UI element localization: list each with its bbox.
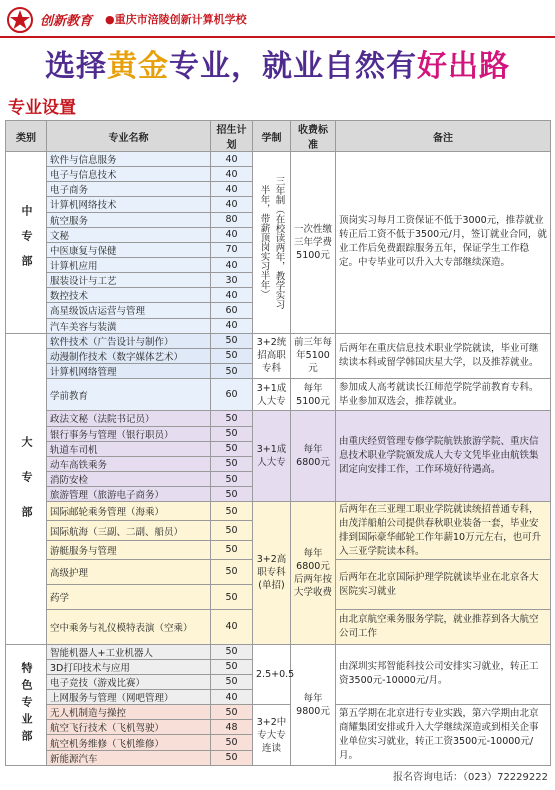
major-plan: 50 [211,333,253,348]
header [0,0,555,44]
note-cell: 后两年在三亚理工职业学院就读统招普通专科，由茂洋船舶公司提供春秋职业装备一套，毕业安排到国际豪华邮轮工作年薪10万元左右，也可升入三亚学院读本科。 [336,502,551,560]
duration-cell: 3+1成人大专 [253,411,291,502]
major-plan: 50 [211,559,253,584]
major-plan: 50 [211,644,253,659]
header-plan: 招生计划 [211,121,253,152]
major-plan: 50 [211,487,253,502]
major-plan: 50 [211,456,253,471]
table-row [6,411,551,426]
note-cell: 后两年在北京国际护理学院就读毕业在北京各大医院实习就业 [336,559,551,609]
duration-cell: 3+1成人大专 [253,379,291,411]
major-name: 动车高铁乘务 [47,456,211,471]
slogan [0,44,555,90]
major-plan: 40 [211,197,253,212]
major-name: 无人机制造与操控 [47,705,211,720]
fee-cell: 每年9800元 [291,644,336,765]
header-category: 类别 [6,121,47,152]
slogan-part4: 好出路 [417,49,510,84]
header-major: 专业名称 [47,121,211,152]
duration-text-b: 半年，带薪顶岗实习半年） [258,185,270,300]
major-plan: 50 [211,659,253,674]
major-name: 航空服务 [47,212,211,227]
major-name: 电子竞技（游戏比赛） [47,674,211,689]
major-name: 动漫制作技术（数字媒体艺术） [47,348,211,363]
major-name: 电子商务 [47,182,211,197]
major-plan: 50 [211,411,253,426]
major-plan: 40 [211,227,253,242]
category-zhongzhuan: 中专部 [6,152,47,334]
note-cell: 顶岗实习每月工资保证不低于3000元，推荐就业转正后工资不低于3500元/月，签订就业合同，就业工作后免费跟踪服务五年，保证学生工作稳定。中专毕业可以升入大专部继续深造。 [336,152,551,334]
major-name: 高级护理 [47,559,211,584]
major-name: 文秘 [47,227,211,242]
header-fee: 收费标准 [291,121,336,152]
note-cell: 参加成人高考就读长江师范学院学前教育专科。毕业参加双选会，推荐就业。 [336,379,551,411]
major-name: 软件与信息服务 [47,152,211,167]
major-name: 上网服务与管理（网吧管理） [47,690,211,705]
major-name: 计算机应用 [47,257,211,272]
major-name: 消防安检 [47,471,211,486]
note-cell: 由深圳实邦智能科技公司安排实习就业，转正工资3500元-10000元/月。 [336,644,551,705]
major-plan: 40 [211,288,253,303]
major-name: 智能机器人+工业机器人 [47,644,211,659]
major-plan: 50 [211,502,253,521]
major-plan: 50 [211,735,253,750]
major-name: 药学 [47,585,211,610]
major-name: 学前教育 [47,379,211,411]
major-plan: 50 [211,750,253,765]
header-duration: 学制 [253,121,291,152]
major-plan: 70 [211,242,253,257]
note-cell: 第五学期在北京进行专业实践，第六学期由北京商耀集团安排或升入大学继续深造或到相关企事业单位实习就业，转正工资3500元-10000元/月。 [336,705,551,766]
major-name: 游艇服务与管理 [47,540,211,559]
major-name: 高星级饭店运营与管理 [47,303,211,318]
major-name: 旅游管理（旅游电子商务） [47,487,211,502]
major-plan: 50 [211,471,253,486]
major-plan: 40 [211,610,253,644]
note-cell: 由北京航空乘务服务学院，就业推荐到各大航空公司工作 [336,610,551,644]
star-logo-icon [6,6,34,34]
duration-cell: 2.5+0.5 [253,644,291,705]
major-name: 轨道车司机 [47,441,211,456]
major-plan: 40 [211,257,253,272]
table-header-row [6,121,551,152]
header-note: 备注 [336,121,551,152]
slogan-part3: 专业，就业自然有 [169,49,417,84]
major-name: 服装设计与工艺 [47,273,211,288]
duration-cell: 3+2高职专科(单招) [253,502,291,644]
fee-cell: 一次性缴三年学费5100元 [291,152,336,334]
table-row [6,333,551,348]
slogan-part2: 黄金 [107,49,169,84]
logo-text: 创新教育 [40,14,93,29]
fee-cell: 前三年每年5100元 [291,333,336,378]
duration-cell [253,152,291,334]
major-name: 国际航海（三副、二副、船员） [47,521,211,540]
note-cell: 后两年在重庆信息技术职业学院就读，毕业可继续读本科或留学韩国庆星大学，以及推荐就业。 [336,333,551,378]
fee-cell: 每年6800元 [291,411,336,502]
duration-cell: 3+2统招高职专科 [253,333,291,378]
table-row [6,152,551,167]
school-name: ●重庆市涪陵创新计算机学校 [105,13,247,26]
major-plan: 40 [211,690,253,705]
major-plan: 40 [211,182,253,197]
major-plan: 40 [211,152,253,167]
major-plan: 60 [211,379,253,411]
section-title: 专业设置 [8,98,76,118]
category-dazhuan: 大专部 [6,333,47,644]
header-divider [0,36,555,38]
major-name: 软件技术（广告设计与制作） [47,333,211,348]
duration-text-a: 三年制（在校读两年，教学实习 [273,175,285,309]
major-plan: 50 [211,585,253,610]
major-plan: 80 [211,212,253,227]
major-name: 计算机网络管理 [47,363,211,378]
major-name: 空中乘务与礼仪模特表演（空乘） [47,610,211,644]
major-name: 航空飞行技术（飞机驾驶） [47,720,211,735]
table-row [6,379,551,411]
major-name: 数控技术 [47,288,211,303]
major-name: 计算机网络技术 [47,197,211,212]
major-name: 国际邮轮乘务管理（海乘） [47,502,211,521]
major-plan: 50 [211,426,253,441]
major-plan: 50 [211,363,253,378]
major-plan: 40 [211,167,253,182]
majors-table [5,120,551,766]
major-plan: 50 [211,540,253,559]
major-name: 政法文秘（法院书记员） [47,411,211,426]
fee-cell: 每年5100元 [291,379,336,411]
major-name: 汽车美容与装潢 [47,318,211,333]
major-name: 新能源汽车 [47,750,211,765]
major-plan: 60 [211,303,253,318]
fee-cell: 每年6800元后两年按大学收费 [291,502,336,644]
major-plan: 40 [211,318,253,333]
table-row [6,705,551,720]
major-plan: 30 [211,273,253,288]
major-name: 3D打印技术与应用 [47,659,211,674]
major-plan: 50 [211,674,253,689]
major-name: 银行事务与管理（银行职员） [47,426,211,441]
major-plan: 50 [211,705,253,720]
note-cell: 由重庆经贸管理专修学院航铁旅游学院、重庆信息技术职业学院颁发成人大专文凭毕业由航铁集团定向安排工作，工作环境好待遇高。 [336,411,551,502]
table-row [6,644,551,659]
duration-cell: 3+2中专大专连读 [253,705,291,766]
major-name: 航空机务维修（飞机维修） [47,735,211,750]
major-name: 中医康复与保健 [47,242,211,257]
category-tese: 特色专业部 [6,644,47,765]
major-plan: 50 [211,348,253,363]
major-plan: 50 [211,521,253,540]
contact-phone: 报名咨询电话：（023）72229222 [393,772,548,783]
major-name: 电子与信息技术 [47,167,211,182]
major-plan: 48 [211,720,253,735]
major-plan: 50 [211,441,253,456]
slogan-part1: 选择 [45,49,107,84]
table-row [6,502,551,521]
